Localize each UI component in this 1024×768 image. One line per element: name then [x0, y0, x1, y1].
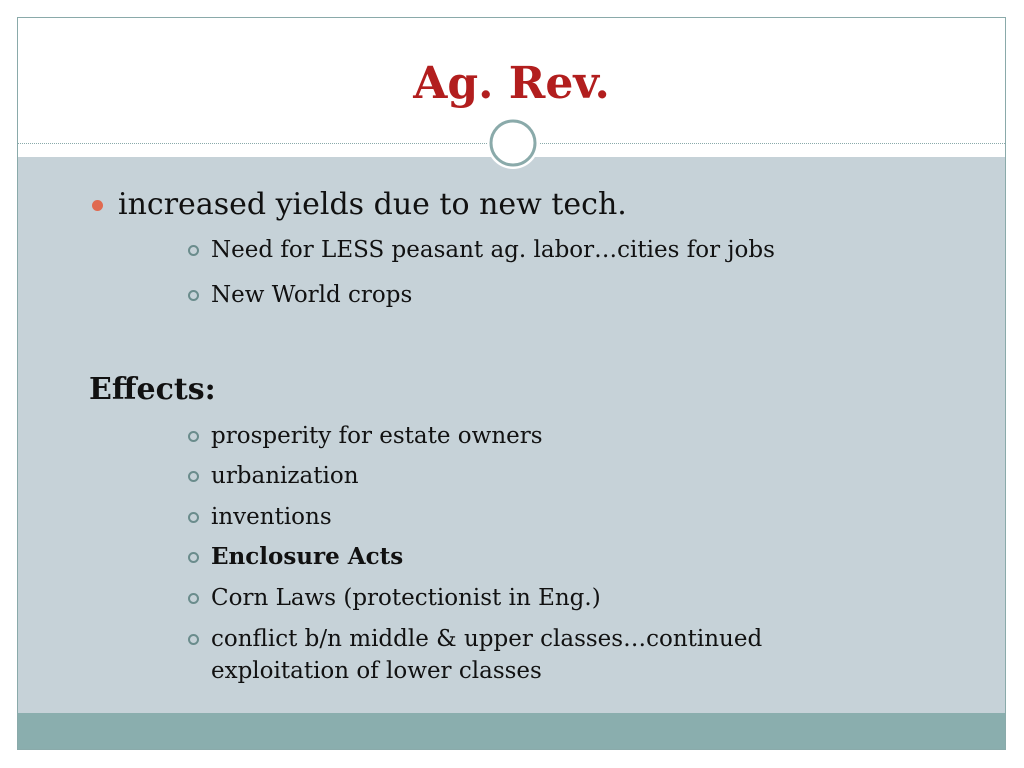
bullet-dot-icon — [92, 200, 103, 211]
effect-item-text: inventions — [211, 504, 332, 530]
effect-item-text: prosperity for estate owners — [211, 423, 543, 449]
bullet-ring-icon — [188, 431, 199, 442]
effects-heading: Effects: — [89, 372, 216, 407]
circle-ornament-icon — [486, 116, 540, 170]
slide-frame — [17, 17, 1006, 750]
sub-bullet-text: Need for LESS peasant ag. labor…cities for jobs — [211, 237, 775, 263]
effect-item-text: Corn Laws (protectionist in Eng.) — [211, 585, 601, 611]
slide-title: Ag. Rev. — [413, 58, 610, 109]
effect-item-text: urbanization — [211, 463, 359, 489]
bullet-ring-icon — [188, 552, 199, 563]
bullet-ring-icon — [188, 634, 199, 645]
sub-bullet-text: New World crops — [211, 282, 413, 308]
slide-body — [18, 157, 1005, 713]
main-bullet-text: increased yields due to new tech. — [118, 187, 627, 222]
bullet-ring-icon — [188, 290, 199, 301]
effect-item-text: Enclosure Acts — [211, 543, 404, 570]
bullet-ring-icon — [188, 512, 199, 523]
bullet-ring-icon — [188, 593, 199, 604]
footer-band — [18, 713, 1005, 749]
bullet-ring-icon — [188, 471, 199, 482]
bullet-ring-icon — [188, 245, 199, 256]
effect-item-text: conflict b/n middle & upper classes…continued exploitation of lower classes — [211, 626, 763, 684]
